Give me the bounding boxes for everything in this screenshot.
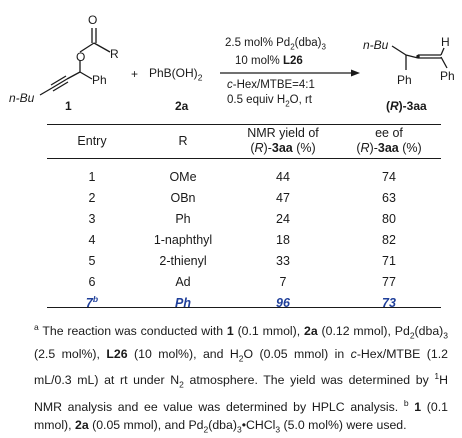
- table-row-highlight: [47, 292, 441, 313]
- table-row: [47, 229, 441, 250]
- table-footnote: $^a$ The reaction was conducted with 1 (0.1 mmol), 2a (0.12 mmol), $Pd_2(dba)_3$ (2.5 mol%), L26 (10 mol%), and $H_2O$ (0.05 mmol) in c-Hex/MTBE (1.2 mL/0.3 mL) at rt under $N_2$ atmosphere. The yield was determined by $^1$H NMR analysis and ee value was determined by HPLC analysis. $^b$ 1 (0.1 mmol), 2a (0.05 mmol), and $Pd_2(dba)_3•CHCl_3$ (5.0 mol%) were used.: [34, 322, 449, 435]
- cell-yield: 47: [276, 190, 290, 205]
- reactant2-label: 2a: [175, 99, 189, 113]
- ester-o-label: O: [76, 50, 86, 64]
- cell-yield: 18: [276, 232, 290, 247]
- table-row: [47, 166, 441, 187]
- cell-yield: 44: [276, 169, 290, 184]
- cell-entry: 2: [88, 190, 96, 205]
- header-entry: Entry: [77, 133, 107, 148]
- cell-ee: 74: [382, 169, 396, 184]
- reactant1-nbu-label: n-Bu: [9, 91, 35, 105]
- table-row: [47, 187, 441, 208]
- product-h-label: H: [441, 35, 450, 49]
- cell-ee: 73: [382, 295, 396, 310]
- header-yield: NMR yield of (R)-3aa (%): [247, 126, 319, 155]
- header-ee: ee of (R)-3aa (%): [356, 126, 422, 155]
- reactant1-ph-label: Ph: [92, 73, 107, 87]
- cell-r: Ph: [175, 211, 191, 226]
- cell-ee: 71: [382, 253, 396, 268]
- cell-ee: 80: [382, 211, 396, 226]
- cell-r: 2-thienyl: [159, 253, 207, 268]
- product-ph1-label: Ph: [397, 73, 412, 87]
- r-group-label: R: [110, 47, 119, 61]
- condition-additive: 0.5 equiv $H_2O$, rt: [227, 94, 313, 109]
- cell-entry: 1: [88, 169, 96, 184]
- condition-ligand: 10 mol% L26: [235, 55, 303, 68]
- condition-catalyst: 2.5 mol% $Pd_2(dba)_3$: [225, 37, 326, 52]
- table-row: [47, 208, 441, 229]
- cell-r: OBn: [170, 190, 196, 205]
- conditions-below: [227, 78, 315, 111]
- cell-r: 1-naphthyl: [153, 232, 213, 247]
- cell-entry: 4: [88, 232, 96, 247]
- header-r: R: [178, 133, 188, 148]
- cell-yield: 33: [276, 253, 290, 268]
- conditions-above: [225, 36, 326, 69]
- cell-yield: 96: [276, 295, 290, 310]
- product-label: (R)-3aa: [386, 99, 427, 113]
- table-row: [47, 271, 441, 292]
- cell-entry: 6: [88, 274, 96, 289]
- results-table: [47, 124, 441, 313]
- cell-r: Ph: [175, 295, 191, 310]
- cell-entry: 7$^b$: [85, 294, 99, 311]
- table-header-row: [47, 124, 441, 158]
- carbonyl-o-label: O: [88, 13, 98, 27]
- cell-yield: 24: [276, 211, 290, 226]
- reactant2-formula: $PhB(OH)_2$: [149, 66, 203, 83]
- reactant1-label: 1: [65, 99, 72, 113]
- cell-ee: 82: [382, 232, 396, 247]
- cell-ee: 77: [382, 274, 396, 289]
- condition-solvent: c-Hex/MTBE=4:1: [227, 79, 315, 91]
- cell-entry: 5: [88, 253, 96, 268]
- table-row: [47, 250, 441, 271]
- cell-entry: 3: [88, 211, 96, 226]
- cell-yield: 7: [279, 274, 287, 289]
- cell-r: Ad: [175, 274, 191, 289]
- product-ph2-label: Ph: [440, 69, 455, 83]
- product-nbu-label: n-Bu: [363, 38, 389, 52]
- plus-sign: +: [131, 67, 139, 81]
- cell-ee: 63: [382, 190, 396, 205]
- cell-r: OMe: [169, 169, 197, 184]
